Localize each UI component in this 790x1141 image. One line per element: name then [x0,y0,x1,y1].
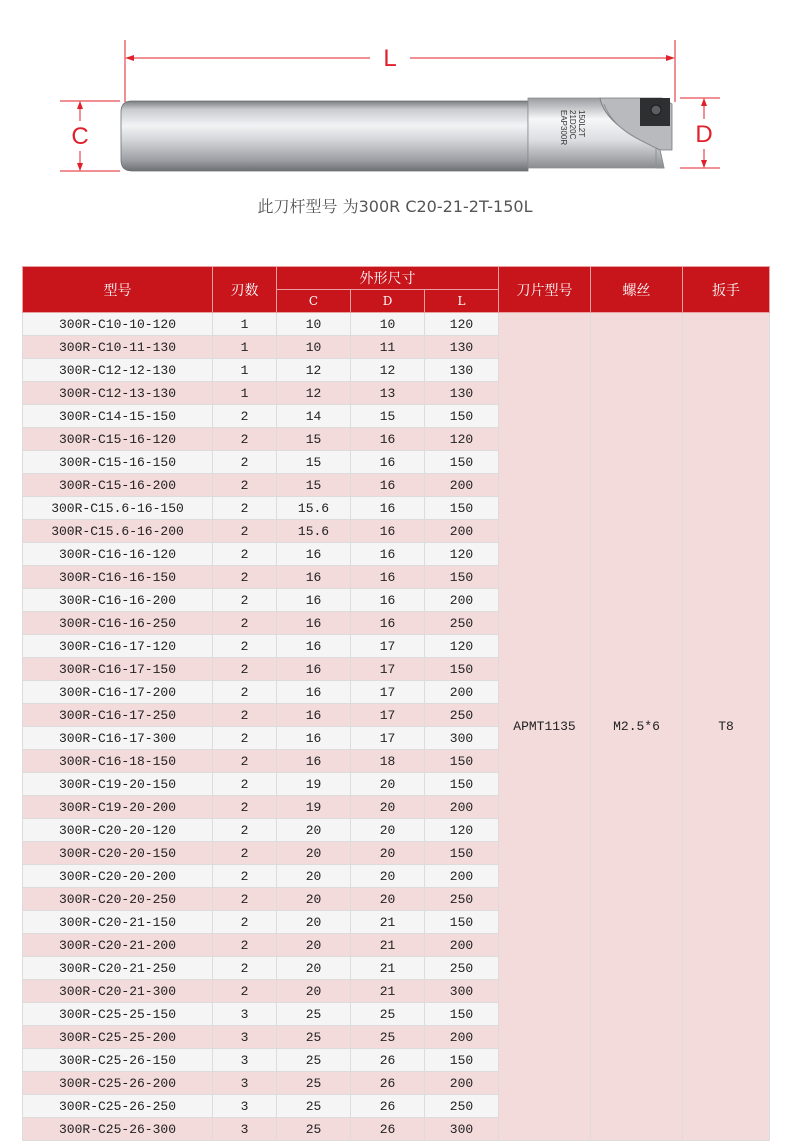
model-caption: 此刀杆型号 为300R C20-21-2T-150L [257,197,533,216]
cell-model: 300R-C25-25-150 [23,1003,213,1026]
cell-l: 300 [425,980,499,1003]
cell-model: 300R-C20-21-250 [23,957,213,980]
cell-model: 300R-C25-26-300 [23,1118,213,1141]
header-c: C [277,290,351,313]
cell-flutes: 3 [213,1072,277,1095]
cell-l: 200 [425,796,499,819]
cell-l: 150 [425,405,499,428]
cell-l: 120 [425,819,499,842]
cell-c: 14 [277,405,351,428]
cell-d: 20 [351,842,425,865]
cell-c: 16 [277,658,351,681]
cell-model: 300R-C25-26-150 [23,1049,213,1072]
cell-c: 20 [277,888,351,911]
cell-model: 300R-C20-20-150 [23,842,213,865]
cell-l: 150 [425,566,499,589]
cell-d: 25 [351,1003,425,1026]
cell-l: 120 [425,635,499,658]
cell-d: 20 [351,796,425,819]
cell-flutes: 2 [213,451,277,474]
cell-d: 20 [351,819,425,842]
cell-c: 20 [277,911,351,934]
cell-flutes: 1 [213,359,277,382]
table-row [23,313,770,336]
cell-d: 16 [351,589,425,612]
cell-d: 17 [351,727,425,750]
cell-flutes: 3 [213,1026,277,1049]
dimension-l [125,40,675,102]
cell-model: 300R-C16-16-150 [23,566,213,589]
cell-l: 150 [425,773,499,796]
cell-d: 17 [351,704,425,727]
cell-flutes: 2 [213,566,277,589]
cell-model: 300R-C16-17-300 [23,727,213,750]
cell-model: 300R-C16-16-120 [23,543,213,566]
spec-table-body [23,313,770,1141]
cell-flutes: 2 [213,589,277,612]
cell-c: 16 [277,566,351,589]
cell-l: 120 [425,313,499,336]
spec-table [22,266,770,1141]
cell-wrench: T8 [683,313,770,1141]
cell-flutes: 1 [213,336,277,359]
cell-model: 300R-C16-17-200 [23,681,213,704]
cell-model: 300R-C25-26-250 [23,1095,213,1118]
cell-l: 150 [425,497,499,520]
cell-flutes: 2 [213,520,277,543]
cell-d: 26 [351,1049,425,1072]
cell-d: 10 [351,313,425,336]
cell-d: 20 [351,888,425,911]
cell-d: 18 [351,750,425,773]
cell-d: 17 [351,635,425,658]
cell-flutes: 3 [213,1095,277,1118]
cell-flutes: 2 [213,842,277,865]
header-screw: 螺丝 [591,267,683,313]
cell-flutes: 2 [213,819,277,842]
header-model: 型号 [23,267,213,313]
cell-model: 300R-C20-20-250 [23,888,213,911]
cell-l: 200 [425,589,499,612]
dimension-d [680,98,720,168]
cell-c: 25 [277,1118,351,1141]
cell-model: 300R-C20-21-150 [23,911,213,934]
cell-model: 300R-C12-12-130 [23,359,213,382]
cell-d: 21 [351,934,425,957]
cell-l: 200 [425,474,499,497]
cell-c: 12 [277,359,351,382]
cell-d: 16 [351,520,425,543]
cell-model: 300R-C10-11-130 [23,336,213,359]
cell-c: 19 [277,796,351,819]
cell-model: 300R-C20-20-200 [23,865,213,888]
cell-flutes: 2 [213,474,277,497]
cell-l: 200 [425,1072,499,1095]
cell-d: 16 [351,428,425,451]
cell-l: 250 [425,888,499,911]
cell-c: 20 [277,934,351,957]
cell-flutes: 1 [213,382,277,405]
cell-c: 16 [277,750,351,773]
cell-model: 300R-C16-17-150 [23,658,213,681]
cell-c: 10 [277,313,351,336]
engraving-line-1: EAP300R [559,110,568,146]
cell-c: 15.6 [277,520,351,543]
cell-d: 16 [351,474,425,497]
cell-flutes: 3 [213,1118,277,1141]
cell-flutes: 2 [213,497,277,520]
cell-l: 250 [425,612,499,635]
cell-l: 200 [425,1026,499,1049]
cell-l: 200 [425,865,499,888]
cell-d: 16 [351,543,425,566]
cell-d: 26 [351,1072,425,1095]
cell-d: 16 [351,566,425,589]
header-dimensions: 外形尺寸 [277,267,499,290]
cell-flutes: 2 [213,635,277,658]
cell-c: 25 [277,1049,351,1072]
cell-flutes: 3 [213,1003,277,1026]
end-mill-holder-drawing [0,0,790,190]
length-label: L [383,45,397,72]
cell-l: 130 [425,359,499,382]
cell-flutes: 2 [213,796,277,819]
head-label: D [695,121,713,148]
cell-l: 130 [425,382,499,405]
cell-flutes: 2 [213,612,277,635]
cell-flutes: 2 [213,865,277,888]
header-flutes: 刃数 [213,267,277,313]
cell-flutes: 2 [213,428,277,451]
engraving-line-3: 150L2T [577,110,586,138]
cell-model: 300R-C15.6-16-150 [23,497,213,520]
cell-c: 20 [277,865,351,888]
cell-l: 250 [425,957,499,980]
cell-flutes: 2 [213,727,277,750]
cell-l: 150 [425,658,499,681]
cell-model: 300R-C12-13-130 [23,382,213,405]
cell-d: 20 [351,865,425,888]
cell-d: 20 [351,773,425,796]
cell-c: 15 [277,451,351,474]
cell-l: 300 [425,1118,499,1141]
cell-c: 20 [277,957,351,980]
cell-d: 21 [351,980,425,1003]
cell-model: 300R-C16-17-120 [23,635,213,658]
shank-label: C [71,123,89,150]
cell-l: 250 [425,1095,499,1118]
cell-flutes: 3 [213,1049,277,1072]
cell-c: 16 [277,704,351,727]
cell-c: 25 [277,1095,351,1118]
cell-d: 17 [351,658,425,681]
cell-c: 16 [277,635,351,658]
header-d: D [351,290,425,313]
cell-d: 11 [351,336,425,359]
tool-body [121,98,672,171]
cell-model: 300R-C20-21-200 [23,934,213,957]
cell-insert: APMT1135 [499,313,591,1141]
cell-model: 300R-C16-16-250 [23,612,213,635]
cell-l: 120 [425,428,499,451]
screw-icon [651,105,661,115]
cell-c: 25 [277,1026,351,1049]
cell-model: 300R-C20-21-300 [23,980,213,1003]
cell-l: 150 [425,451,499,474]
cell-d: 26 [351,1118,425,1141]
cell-model: 300R-C15-16-120 [23,428,213,451]
cell-c: 16 [277,727,351,750]
cell-c: 16 [277,681,351,704]
cell-c: 10 [277,336,351,359]
cell-l: 200 [425,520,499,543]
cell-model: 300R-C16-17-250 [23,704,213,727]
cell-flutes: 2 [213,681,277,704]
cell-model: 300R-C16-16-200 [23,589,213,612]
cell-d: 25 [351,1026,425,1049]
cell-c: 25 [277,1003,351,1026]
cell-flutes: 2 [213,957,277,980]
cell-model: 300R-C14-15-150 [23,405,213,428]
cell-c: 12 [277,382,351,405]
cell-c: 25 [277,1072,351,1095]
cell-model: 300R-C19-20-200 [23,796,213,819]
cell-c: 15.6 [277,497,351,520]
cell-flutes: 2 [213,704,277,727]
cell-screw: M2.5*6 [591,313,683,1141]
cell-flutes: 2 [213,543,277,566]
cell-c: 16 [277,612,351,635]
cell-l: 150 [425,750,499,773]
cell-flutes: 2 [213,888,277,911]
cell-l: 300 [425,727,499,750]
cell-l: 130 [425,336,499,359]
cell-d: 16 [351,612,425,635]
cell-d: 16 [351,497,425,520]
cell-l: 250 [425,704,499,727]
cell-l: 200 [425,681,499,704]
cell-flutes: 2 [213,750,277,773]
header-wrench: 扳手 [683,267,770,313]
cell-model: 300R-C25-26-200 [23,1072,213,1095]
dimension-c [60,101,120,171]
cell-flutes: 2 [213,980,277,1003]
cell-c: 20 [277,980,351,1003]
cell-d: 26 [351,1095,425,1118]
cell-l: 150 [425,1049,499,1072]
cell-d: 13 [351,382,425,405]
cell-l: 120 [425,543,499,566]
header-insert: 刀片型号 [499,267,591,313]
cell-model: 300R-C15.6-16-200 [23,520,213,543]
cell-c: 16 [277,543,351,566]
cell-d: 21 [351,957,425,980]
cell-flutes: 1 [213,313,277,336]
engraving-line-2: 21D20C [568,110,577,140]
cell-flutes: 2 [213,405,277,428]
cell-l: 150 [425,911,499,934]
cell-l: 150 [425,1003,499,1026]
cell-model: 300R-C25-25-200 [23,1026,213,1049]
cell-model: 300R-C16-18-150 [23,750,213,773]
cell-d: 15 [351,405,425,428]
cell-l: 200 [425,934,499,957]
cell-flutes: 2 [213,911,277,934]
cell-c: 19 [277,773,351,796]
cell-flutes: 2 [213,658,277,681]
cell-model: 300R-C15-16-200 [23,474,213,497]
cell-d: 16 [351,451,425,474]
cell-c: 15 [277,428,351,451]
cell-flutes: 2 [213,773,277,796]
cell-model: 300R-C20-20-120 [23,819,213,842]
cell-l: 150 [425,842,499,865]
cell-c: 15 [277,474,351,497]
header-l: L [425,290,499,313]
cell-model: 300R-C15-16-150 [23,451,213,474]
cell-flutes: 2 [213,934,277,957]
cell-d: 12 [351,359,425,382]
cell-d: 17 [351,681,425,704]
cell-model: 300R-C19-20-150 [23,773,213,796]
cell-model: 300R-C10-10-120 [23,313,213,336]
cell-c: 16 [277,589,351,612]
cell-d: 21 [351,911,425,934]
cell-c: 20 [277,819,351,842]
cell-c: 20 [277,842,351,865]
